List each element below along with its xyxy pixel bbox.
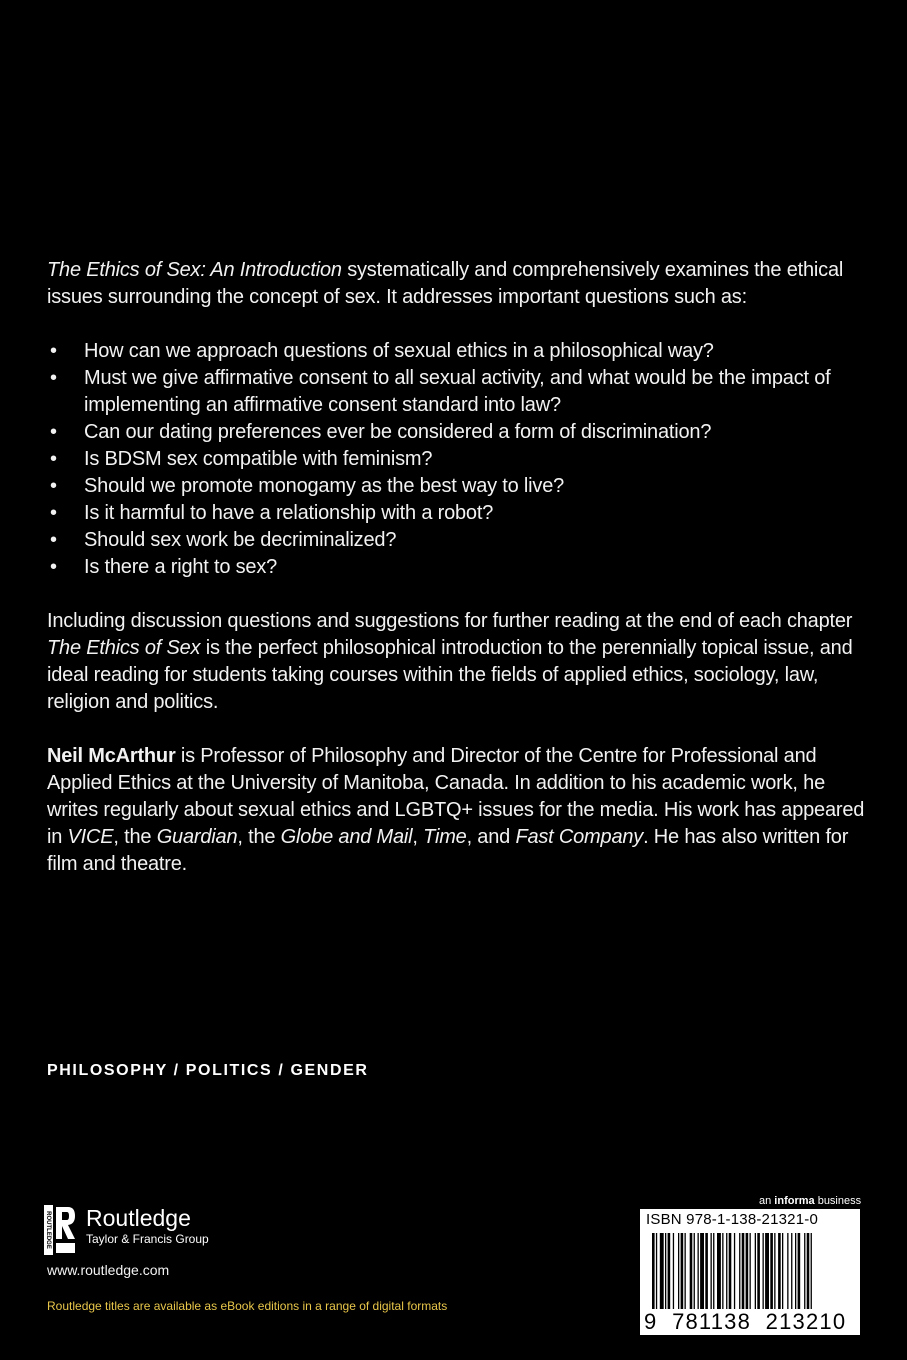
- publication-guardian: Guardian: [156, 826, 238, 848]
- barcode-bar: [734, 1233, 735, 1309]
- question-item: • Is it harmful to have a relationship with a robot?: [47, 500, 867, 527]
- publication-fast-company: Fast Company: [515, 826, 644, 848]
- barcode-bar: [774, 1233, 775, 1309]
- barcode-bar: [746, 1233, 749, 1309]
- barcode-bar: [770, 1233, 773, 1309]
- barcode-bar: [711, 1233, 712, 1309]
- ean-digits: [644, 1309, 846, 1335]
- closing-book-title: The Ethics of Sex: [47, 637, 201, 659]
- ean-right-group: 213210: [765, 1309, 847, 1334]
- publisher-group: Taylor & Francis Group: [86, 1232, 209, 1246]
- barcode-bar: [757, 1233, 760, 1309]
- barcode-bar: [739, 1233, 740, 1309]
- barcode-bar: [678, 1233, 679, 1309]
- publisher-name: Routledge: [86, 1205, 191, 1231]
- bio-separator: , the: [237, 826, 281, 848]
- routledge-logo-icon: [44, 1205, 76, 1255]
- barcode-bar: [668, 1233, 671, 1309]
- barcode-bar: [763, 1233, 764, 1309]
- barcode-bar: [726, 1233, 727, 1309]
- question-item: • Is there a right to sex?: [47, 554, 867, 581]
- question-item: • Should sex work be decriminalized?: [47, 527, 867, 554]
- barcode-bar: [798, 1233, 801, 1309]
- publisher-wordmark: [86, 1205, 209, 1247]
- barcode-bar: [791, 1233, 792, 1309]
- informa-business-tag: [759, 1195, 861, 1207]
- question-item: • Can our dating preferences ever be considered a form of discrimination?: [47, 419, 867, 446]
- barcode-bar: [694, 1233, 695, 1309]
- publication-time: Time: [423, 826, 467, 848]
- barcode-bars: [646, 1233, 854, 1313]
- barcode-bar: [750, 1233, 751, 1309]
- barcode-bar: [795, 1233, 796, 1309]
- bio-separator: , and: [466, 826, 516, 848]
- logo-vertical-text: ROUTLEDGE: [44, 1211, 51, 1249]
- barcode-bar: [729, 1233, 732, 1309]
- barcode-bar: [755, 1233, 756, 1309]
- barcode-bar: [656, 1233, 657, 1309]
- isbn-number: ISBN 978-1-138-21321-0: [646, 1211, 819, 1228]
- barcode-bar: [713, 1233, 714, 1309]
- author-bio-text: is Professor of Philosophy and Director of the Centre for Professional and Applied Ethics at the University of Manitoba, Canada. In addition to his academic work, he writes regularly about sexual ethics and LGBTQ+ issues for the media. His work has appeared in: [47, 745, 865, 848]
- barcode-bar: [807, 1233, 810, 1309]
- barcode-bar: [700, 1233, 704, 1309]
- barcode-bar: [705, 1233, 708, 1309]
- intro-book-title: The Ethics of Sex: An Introduction: [47, 259, 342, 281]
- closing-paragraph: [47, 608, 867, 716]
- publication-vice: VICE: [67, 826, 114, 848]
- question-item: • Should we promote monogamy as the best way to live?: [47, 473, 867, 500]
- barcode-bar: [660, 1233, 664, 1309]
- bio-separator: ,: [412, 826, 424, 848]
- subject-categories: PHILOSOPHY / POLITICS / GENDER: [47, 1062, 369, 1079]
- author-bio-end: . He has also written for film and theatre.: [47, 826, 849, 875]
- closing-text-start: Including discussion questions and suggestions for further reading at the end of each chapter: [47, 610, 853, 632]
- barcode-bar: [673, 1233, 674, 1309]
- barcode-bar: [717, 1233, 721, 1309]
- back-cover-blurb: [47, 257, 867, 878]
- ean-first-digit: 9: [644, 1309, 658, 1334]
- intro-text: systematically and comprehensively examines the ethical issues surrounding the concept of sex. It addresses important questions such as:: [47, 259, 844, 308]
- publisher-website: www.routledge.com: [47, 1262, 170, 1278]
- barcode-bar: [722, 1233, 723, 1309]
- barcode-bar: [804, 1233, 805, 1309]
- barcode-bar: [681, 1233, 684, 1309]
- ebook-note: Routledge titles are available as eBook editions in a range of digital formats: [47, 1299, 448, 1313]
- barcode-bar: [765, 1233, 769, 1309]
- barcode-bar: [778, 1233, 781, 1309]
- closing-text-end: is the perfect philosophical introduction to the perennially topical issue, and ideal reading for students taking courses within the fields of applied ethics, sociology, law, religion and politics.: [47, 637, 853, 713]
- informa-suffix: business: [814, 1195, 862, 1207]
- publication-globe: Globe and Mail: [280, 826, 413, 848]
- barcode-bar: [811, 1233, 812, 1309]
- barcode-bar: [685, 1233, 686, 1309]
- barcode-bar: [698, 1233, 699, 1309]
- barcode-bar: [665, 1233, 666, 1309]
- intro-paragraph: [47, 257, 867, 311]
- barcode-bar: [782, 1233, 783, 1309]
- question-item: • Must we give affirmative consent to all sexual activity, and what would be the impact of implementing an affirmative consent standard into law?: [47, 365, 867, 419]
- barcode-bar: [652, 1233, 655, 1309]
- ean-left-group: 781138: [672, 1309, 752, 1334]
- question-item: • How can we approach questions of sexual ethics in a philosophical way?: [47, 338, 867, 365]
- informa-brand: informa: [774, 1195, 815, 1207]
- author-name: Neil McArthur: [47, 745, 176, 767]
- barcode-bar: [787, 1233, 788, 1309]
- question-item: • Is BDSM sex compatible with feminism?: [47, 446, 867, 473]
- barcode-bar: [690, 1233, 693, 1309]
- author-bio: [47, 743, 867, 878]
- question-list: [47, 338, 867, 581]
- barcode-bar: [742, 1233, 745, 1309]
- informa-prefix: an: [759, 1195, 775, 1207]
- bio-separator: , the: [113, 826, 157, 848]
- barcode-box: [640, 1209, 860, 1335]
